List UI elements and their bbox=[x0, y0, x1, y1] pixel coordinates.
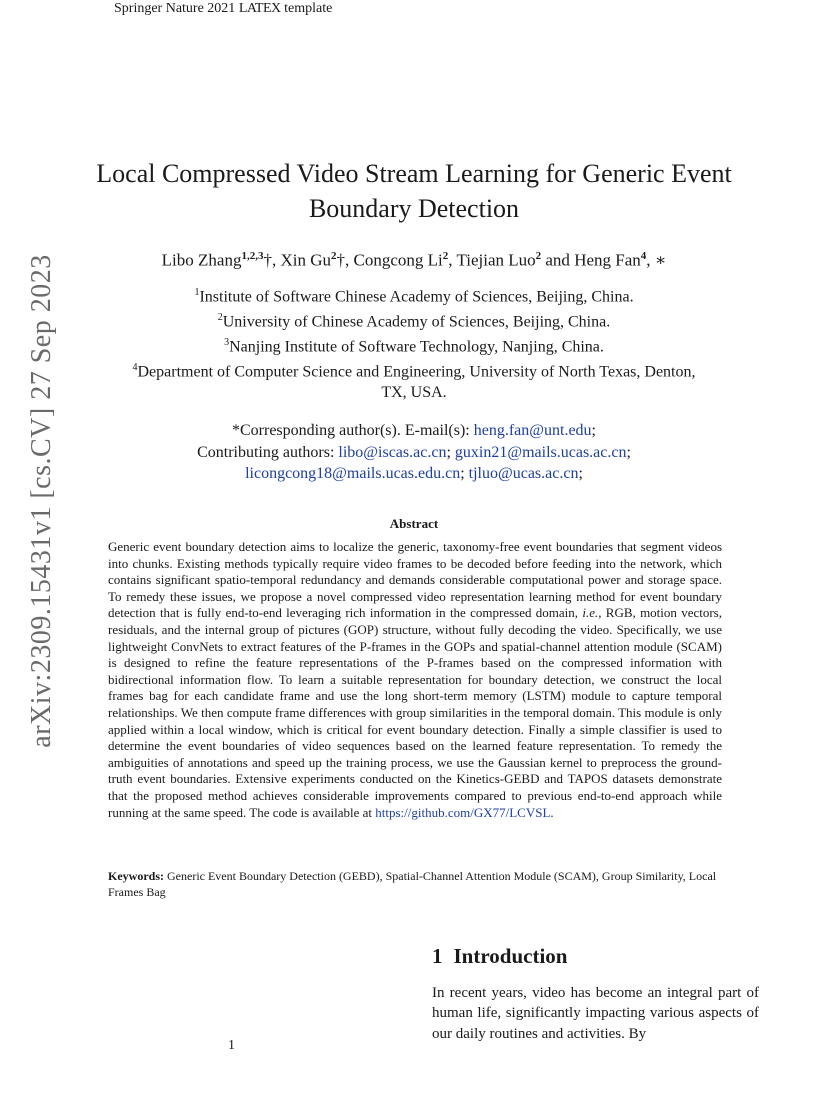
affiliation: $^2$University of Chinese Academy of Sciences, Beijing, China. bbox=[217, 311, 611, 331]
affiliation: $^4$Department of Computer Science and Engineering, University of North Texas, Denton, bbox=[132, 361, 696, 381]
arxiv-identifier[interactable]: arXiv:2309.15431v1 [cs.CV] 27 Sep 2023 bbox=[26, 254, 57, 748]
email-link[interactable]: guxin21@mails.ucas.ac.cn bbox=[454, 443, 627, 461]
email-link[interactable]: licongcong18@mails.ucas.edu.cn bbox=[245, 465, 461, 483]
affiliation: $^1$Institute of Software Chinese Academy of Sciences, Beijing, China. bbox=[194, 287, 634, 306]
author-list: Libo Zhang$^{1,2,3}$†, Xin Gu$^2$†, Congcong Li$^2$, Tiejian Luo$^2$ and Heng Fan$^4$, ∗ bbox=[161, 250, 667, 270]
email-link[interactable]: tjluo@ucas.ac.cn bbox=[468, 465, 579, 483]
abstract-heading: Abstract bbox=[389, 516, 439, 531]
author: Heng Fan bbox=[574, 250, 641, 270]
paper-title: Local Compressed Video Stream Learning for Generic Event Boundary Detection bbox=[96, 159, 732, 223]
author: Xin Gu bbox=[280, 250, 331, 270]
affiliation-continued: TX, USA. bbox=[381, 383, 447, 401]
abstract-text: Generic event boundary detection aims to localize the generic, taxonomy-free event boundaries that segment videos into chunks. Existing methods typically require video frames to be decoded before feeding into the network, which contains significant spatio-temporal redundancy and demands considerable computational power and storage space. To remedy these issues, we propose a novel compressed video representation learning method for event boundary detection that is fully end-to-end leveraging rich information in the compressed domain, i.e., RGB, motion vectors, residuals, and the internal group of pictures (GOP) structure, without fully decoding the video. Specifically, we use lightweight ConvNets to extract features of the P-frames in the GOPs and spatial-channel attention module (SCAM) is designed to refine the feature representations of the P-frames based on the compressed information with bidirectional information flow. To learn a suitable representation for boundary detection, we construct the local frames bag for each candidate frame and use the long short-term memory (LSTM) module to capture temporal relationships. We then compute frame differences with group similarities in the temporal domain. This module is only applied within a local window, which is critical for event boundary detection. Finally a simple classifier is used to determine the event boundaries of video sequences based on the learned feature representation. To remedy the ambiguities of annotations and speed up the training process, we use the Gaussian kernel to preprocess the ground-truth event boundaries. Extensive experiments conducted on the Kinetics-GEBD and TAPOS datasets demonstrate that the proposed method achieves considerable improvements compared to previous end-to-end approach while running at the same speed. The code is available at https://github.com/GX77/LCVSL. bbox=[108, 539, 722, 820]
keywords: Keywords: Generic Event Boundary Detection (GEBD), Spatial-Channel Attention Module (SCAM), Group Similarity, Local Frames Bag bbox=[108, 869, 717, 899]
author: Tiejian Luo bbox=[456, 250, 536, 270]
email-link-corresponding[interactable]: heng.fan@unt.edu bbox=[473, 422, 592, 439]
contact-emails: *Corresponding author(s). E-mail(s): heng.fan@unt.edu; Contributing authors: libo@iscas.ac.cn; guxin21@mails.ucas.ac.cn; licongcong18@mails.ucas.edu.cn; tjluo@ucas.ac.cn; bbox=[197, 422, 631, 483]
email-link[interactable]: libo@iscas.ac.cn bbox=[338, 443, 447, 461]
author: Congcong Li bbox=[353, 250, 443, 270]
affiliations bbox=[60, 283, 768, 403]
code-repository-link[interactable]: https://github.com/GX77/LCVSL bbox=[375, 804, 551, 820]
affiliation: $^3$Nanjing Institute of Software Technology, Nanjing, China. bbox=[224, 336, 604, 356]
running-header: Springer Nature 2021 LATEX template bbox=[114, 1, 333, 16]
page-number: 1 bbox=[228, 1038, 235, 1053]
author: Libo Zhang bbox=[161, 250, 242, 270]
introduction-text: In recent years, video has become an integral part of human life, significantly impacting various aspects of our daily routines and activities. By bbox=[432, 985, 759, 1042]
section-heading-introduction: 1 Introduction bbox=[432, 944, 568, 968]
